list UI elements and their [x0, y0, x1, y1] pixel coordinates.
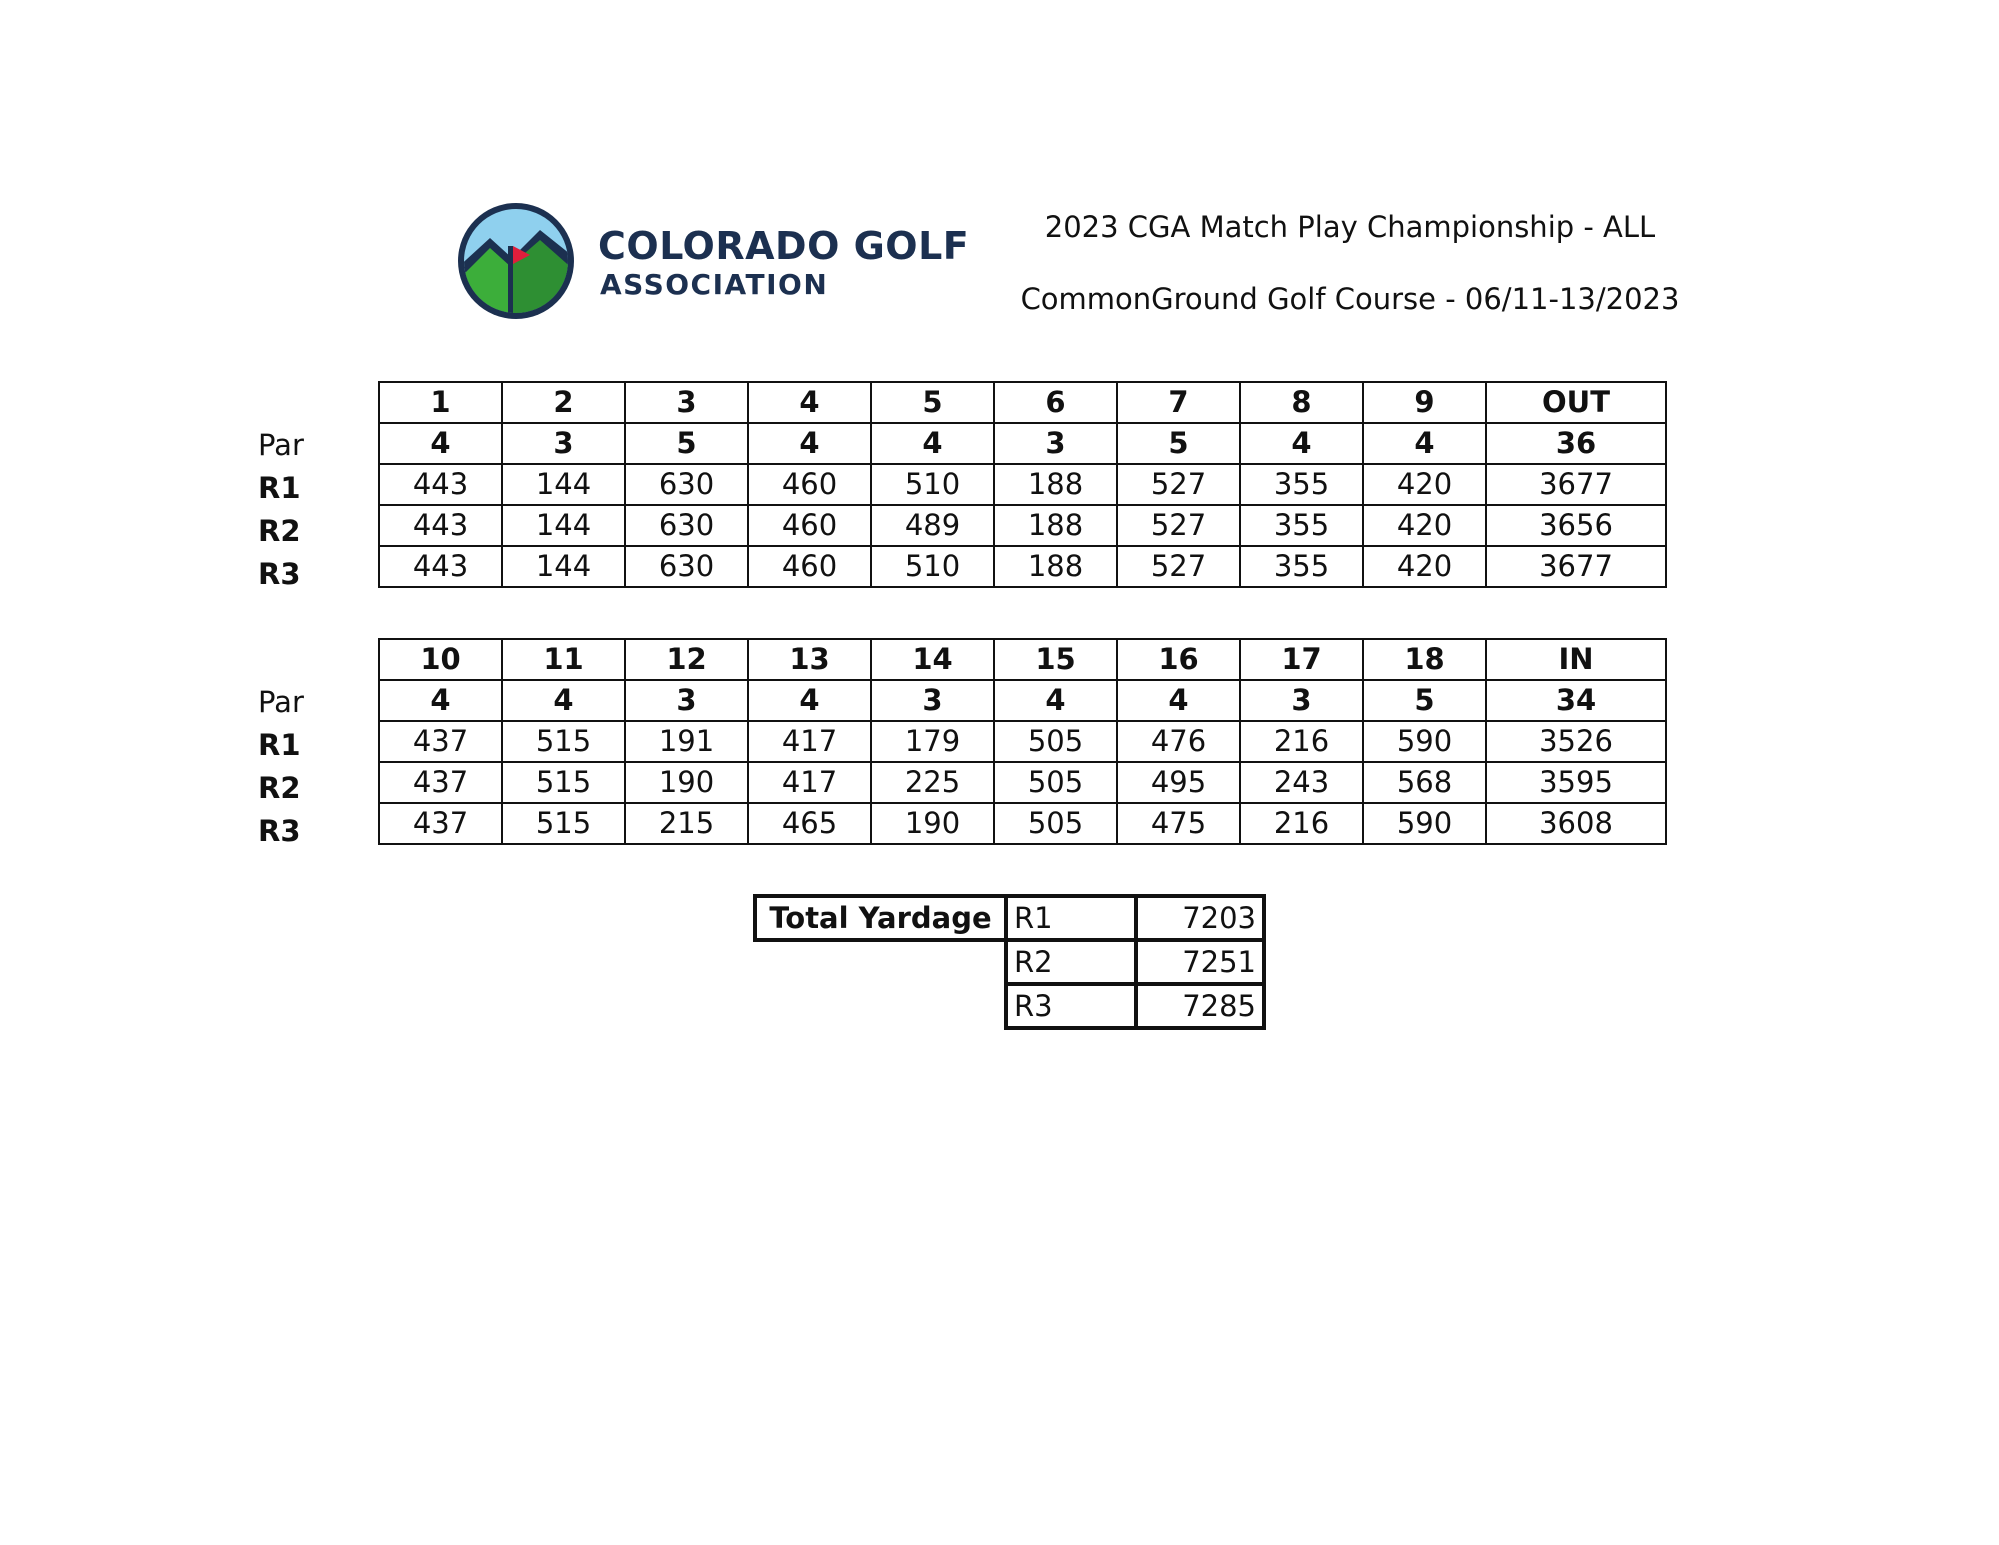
- par-cell: 5: [1363, 680, 1486, 721]
- yardage-cell: 437: [379, 762, 502, 803]
- yardage-cell: 505: [994, 803, 1117, 844]
- tournament-title: 2023 CGA Match Play Championship - ALL: [1044, 210, 1656, 244]
- par-cell-total: 34: [1486, 680, 1666, 721]
- yardage-cell: 190: [871, 803, 994, 844]
- yardage-cell: 460: [748, 505, 871, 546]
- row-label-r2: R2: [258, 514, 301, 548]
- yardage-cell: 590: [1363, 721, 1486, 762]
- yardage-cell: 417: [748, 762, 871, 803]
- hole-cell: 16: [1117, 639, 1240, 680]
- par-cell: 4: [871, 423, 994, 464]
- yardage-cell: 476: [1117, 721, 1240, 762]
- total-round-label: R2: [1006, 940, 1136, 984]
- yardage-cell: 443: [379, 546, 502, 587]
- yardage-cell: 527: [1117, 464, 1240, 505]
- r2-row: [379, 762, 1666, 803]
- yardage-cell: 460: [748, 546, 871, 587]
- par-cell: 4: [379, 680, 502, 721]
- yardage-cell: 527: [1117, 546, 1240, 587]
- cga-logo: [450, 200, 970, 320]
- par-cell: 4: [1240, 423, 1363, 464]
- yardage-cell: 437: [379, 803, 502, 844]
- front-nine-table: [378, 381, 1667, 588]
- par-row: [379, 423, 1666, 464]
- yardage-cell: 243: [1240, 762, 1363, 803]
- total-round-yards: 7203: [1136, 896, 1264, 940]
- hole-cell: 15: [994, 639, 1117, 680]
- yardage-cell: 465: [748, 803, 871, 844]
- hole-cell: 13: [748, 639, 871, 680]
- par-cell: 5: [1117, 423, 1240, 464]
- empty-cell: [755, 984, 1006, 1028]
- hole-cell: 6: [994, 382, 1117, 423]
- hole-cell: 11: [502, 639, 625, 680]
- yardage-cell: 188: [994, 546, 1117, 587]
- yardage-cell: 420: [1363, 505, 1486, 546]
- par-cell: 4: [1363, 423, 1486, 464]
- yardage-cell: 417: [748, 721, 871, 762]
- hole-cell: 12: [625, 639, 748, 680]
- par-cell: 5: [625, 423, 748, 464]
- yardage-total-cell: 3608: [1486, 803, 1666, 844]
- hole-cell: 4: [748, 382, 871, 423]
- row-label-r2: R2: [258, 771, 301, 805]
- yardage-cell: 505: [994, 762, 1117, 803]
- cga-logo-mark-icon: [450, 200, 582, 322]
- r3-row: [379, 803, 1666, 844]
- yardage-cell: 495: [1117, 762, 1240, 803]
- par-cell: 4: [1117, 680, 1240, 721]
- yardage-cell: 144: [502, 505, 625, 546]
- yardage-total-cell: 3526: [1486, 721, 1666, 762]
- par-cell-total: 36: [1486, 423, 1666, 464]
- total-round-yards: 7251: [1136, 940, 1264, 984]
- empty-cell: [755, 940, 1006, 984]
- yardage-cell: 437: [379, 721, 502, 762]
- hole-cell: 7: [1117, 382, 1240, 423]
- hole-cell: 3: [625, 382, 748, 423]
- hole-cell: 5: [871, 382, 994, 423]
- row-label-r1: R1: [258, 471, 301, 505]
- yardage-cell: 144: [502, 464, 625, 505]
- hole-cell-total: OUT: [1486, 382, 1666, 423]
- total-round-yards: 7285: [1136, 984, 1264, 1028]
- yardage-cell: 225: [871, 762, 994, 803]
- yardage-cell: 489: [871, 505, 994, 546]
- yardage-cell: 216: [1240, 721, 1363, 762]
- par-row: [379, 680, 1666, 721]
- yardage-cell: 630: [625, 464, 748, 505]
- par-cell: 3: [502, 423, 625, 464]
- hole-number-row: [379, 639, 1666, 680]
- yardage-total-cell: 3656: [1486, 505, 1666, 546]
- total-yardage-label: Total Yardage: [755, 896, 1006, 940]
- yardage-cell: 216: [1240, 803, 1363, 844]
- par-cell: 4: [748, 680, 871, 721]
- yardage-cell: 179: [871, 721, 994, 762]
- yardage-cell: 630: [625, 505, 748, 546]
- logo-title: COLORADO GOLF: [598, 224, 970, 268]
- par-cell: 4: [994, 680, 1117, 721]
- total-row: [755, 896, 1264, 940]
- yardage-cell: 460: [748, 464, 871, 505]
- yardage-cell: 188: [994, 505, 1117, 546]
- row-label-r3: R3: [258, 814, 301, 848]
- yardage-cell: 190: [625, 762, 748, 803]
- yardage-cell: 568: [1363, 762, 1486, 803]
- hole-cell: 2: [502, 382, 625, 423]
- row-label-r1: R1: [258, 728, 301, 762]
- par-cell: 3: [625, 680, 748, 721]
- r3-row: [379, 546, 1666, 587]
- yardage-cell: 144: [502, 546, 625, 587]
- yardage-cell: 355: [1240, 505, 1363, 546]
- yardage-cell: 510: [871, 546, 994, 587]
- back-nine-table: [378, 638, 1667, 845]
- par-cell: 4: [502, 680, 625, 721]
- yardage-cell: 590: [1363, 803, 1486, 844]
- yardage-cell: 188: [994, 464, 1117, 505]
- row-label-r3: R3: [258, 557, 301, 591]
- yardage-cell: 515: [502, 721, 625, 762]
- par-cell: 3: [871, 680, 994, 721]
- hole-cell: 9: [1363, 382, 1486, 423]
- par-cell: 4: [748, 423, 871, 464]
- hole-cell: 1: [379, 382, 502, 423]
- yardage-cell: 515: [502, 762, 625, 803]
- yardage-cell: 355: [1240, 464, 1363, 505]
- hole-cell: 14: [871, 639, 994, 680]
- par-cell: 4: [379, 423, 502, 464]
- yardage-cell: 527: [1117, 505, 1240, 546]
- hole-cell: 8: [1240, 382, 1363, 423]
- course-date-subtitle: CommonGround Golf Course - 06/11-13/2023: [1020, 282, 1680, 316]
- par-cell: 3: [1240, 680, 1363, 721]
- yardage-cell: 215: [625, 803, 748, 844]
- yardage-cell: 505: [994, 721, 1117, 762]
- yardage-cell: 420: [1363, 546, 1486, 587]
- total-round-label: R3: [1006, 984, 1136, 1028]
- yardage-cell: 443: [379, 505, 502, 546]
- yardage-cell: 443: [379, 464, 502, 505]
- yardage-cell: 510: [871, 464, 994, 505]
- logo-subtitle: ASSOCIATION: [600, 268, 829, 301]
- yardage-total-cell: 3595: [1486, 762, 1666, 803]
- yardage-total-cell: 3677: [1486, 546, 1666, 587]
- r2-row: [379, 505, 1666, 546]
- yardage-cell: 475: [1117, 803, 1240, 844]
- row-label-par: Par: [258, 428, 304, 462]
- hole-cell-total: IN: [1486, 639, 1666, 680]
- total-row: [755, 940, 1264, 984]
- r1-row: [379, 464, 1666, 505]
- total-row: [755, 984, 1264, 1028]
- yardage-cell: 420: [1363, 464, 1486, 505]
- r1-row: [379, 721, 1666, 762]
- total-yardage-table: [753, 894, 1266, 1030]
- total-round-label: R1: [1006, 896, 1136, 940]
- hole-number-row: [379, 382, 1666, 423]
- hole-cell: 17: [1240, 639, 1363, 680]
- yardage-cell: 630: [625, 546, 748, 587]
- par-cell: 3: [994, 423, 1117, 464]
- yardage-cell: 355: [1240, 546, 1363, 587]
- yardage-cell: 191: [625, 721, 748, 762]
- yardage-total-cell: 3677: [1486, 464, 1666, 505]
- hole-cell: 18: [1363, 639, 1486, 680]
- hole-cell: 10: [379, 639, 502, 680]
- yardage-cell: 515: [502, 803, 625, 844]
- row-label-par: Par: [258, 685, 304, 719]
